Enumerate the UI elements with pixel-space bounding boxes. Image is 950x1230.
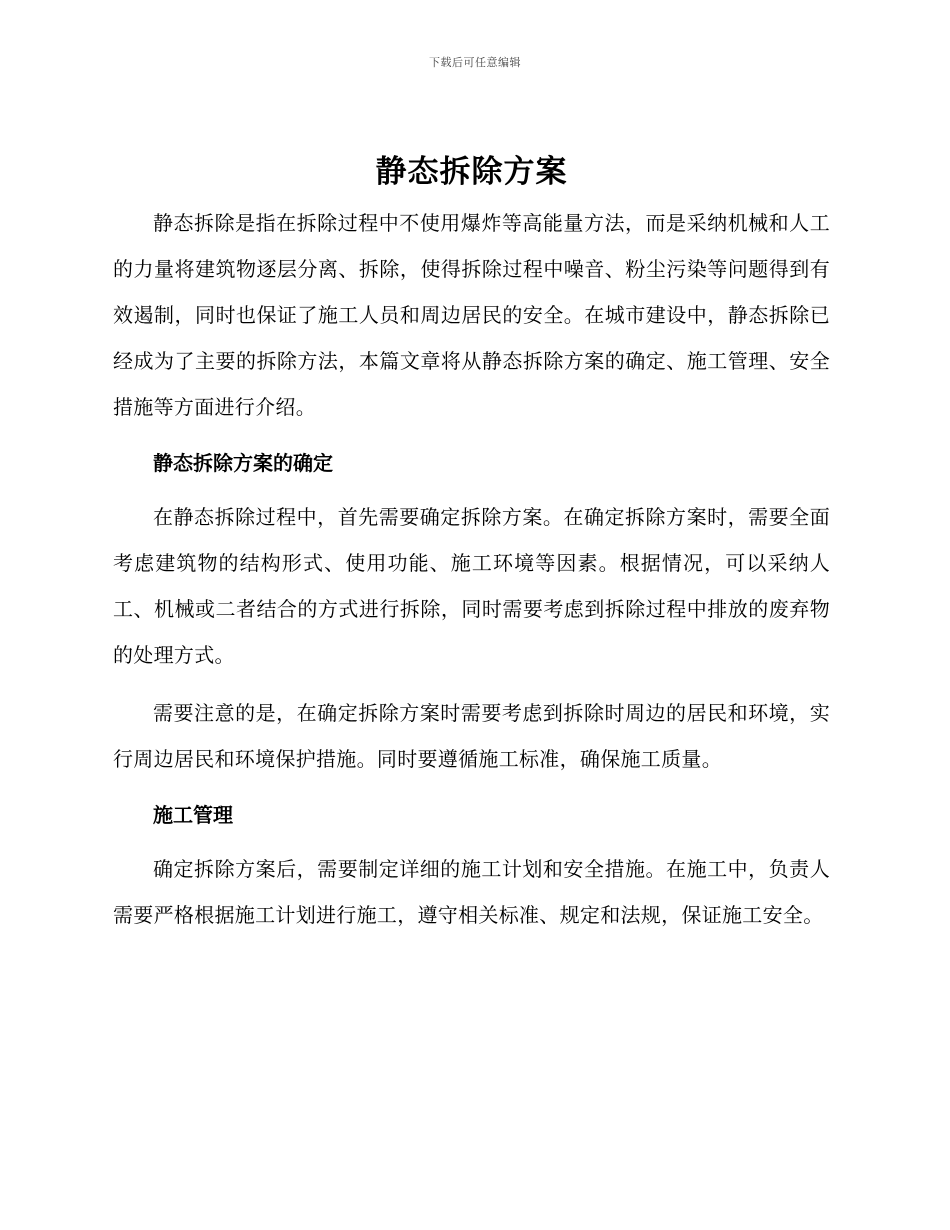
document-body <box>113 150 830 938</box>
section-management-paragraph-1: 确定拆除方案后，需要制定详细的施工计划和安全措施。在施工中，负责人需要严格根据施工计划进行施工，遵守相关标准、规定和法规，保证施工安全。 <box>113 857 830 927</box>
section-plan-paragraph-1: 在静态拆除过程中，首先需要确定拆除方案。在确定拆除方案时，需要全面考虑建筑物的结构形式、使用功能、施工环境等因素。根据情况，可以采纳人工、机械或二者结合的方式进行拆除，同时需要考虑到拆除过程中排放的废弃物的处理方式。 <box>113 505 830 667</box>
section-plan-paragraph-2: 需要注意的是，在确定拆除方案时需要考虑到拆除时周边的居民和环境，实行周边居民和环境保护措施。同时要遵循施工标准，确保施工质量。 <box>113 701 830 771</box>
section-heading-management: 施工管理 <box>153 803 233 827</box>
document-title: 静态拆除方案 <box>375 154 568 190</box>
intro-paragraph: 静态拆除是指在拆除过程中不使用爆炸等高能量方法，而是采纳机械和人工的力量将建筑物逐层分离、拆除，使得拆除过程中噪音、粉尘污染等问题得到有效遏制，同时也保证了施工人员和周边居民的安全。在城市建设中，静态拆除已经成为了主要的拆除方法，本篇文章将从静态拆除方案的确定、施工管理、安全措施等方面进行介绍。 <box>113 211 830 419</box>
section-heading-plan: 静态拆除方案的确定 <box>153 451 333 475</box>
page-header-note: 下载后可任意编辑 <box>429 56 521 69</box>
